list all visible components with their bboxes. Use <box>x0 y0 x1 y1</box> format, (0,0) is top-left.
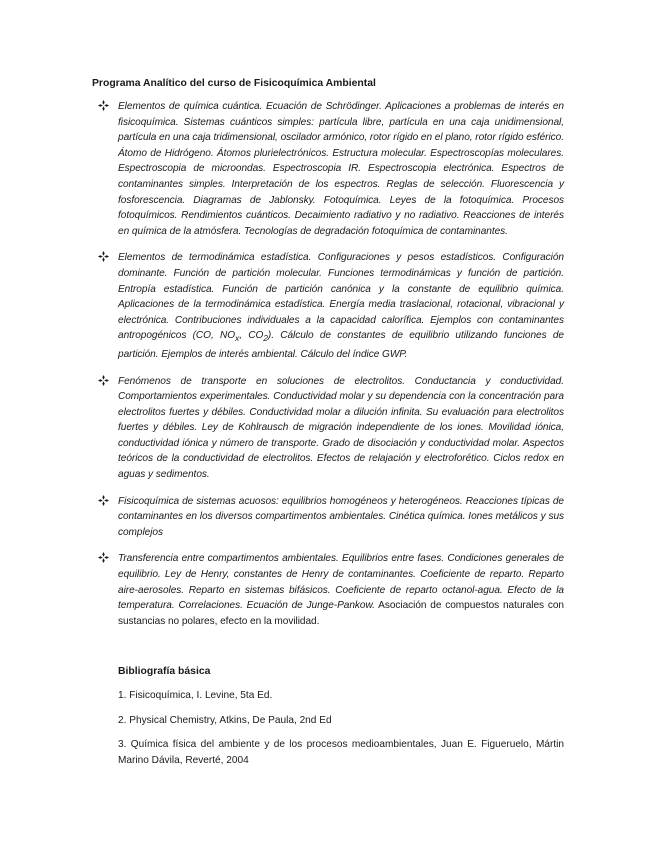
topic-item <box>0 99 655 239</box>
document-title: Programa Analítico del curso de Fisicoquímica Ambiental <box>92 78 376 89</box>
topic-text: Fisicoquímica de sistemas acuosos: equilibrios homogéneos y heterogéneos. Reacciones típicas de contaminantes en los diversos compartimentos ambientales. Cinética química. Iones metálicos y sus complejos <box>118 495 564 538</box>
topic-item <box>0 494 655 541</box>
diamond-bullet-icon <box>98 251 109 262</box>
diamond-bullet-icon <box>98 495 109 506</box>
topic-text-part: Elementos de termodinámica estadística. Configuraciones y pesos estadísticos. Configuración dominante. Función de partición molecular. Funciones termodinámicas y función de partición. Entropía estadística. Función de partición canónica y la constante de equilibrio química. Aplicaciones de la termodinámica estadística. Energía media traslacional, rotacional, vibracional y electrónica. Contribuciones individuales a la capacidad calorífica. Ejemplos con contaminantes antropogénicos (CO, NO <box>118 252 564 342</box>
topic-text: Elementos de química cuántica. Ecuación de Schrödinger. Aplicaciones a problemas de interés en fisicoquímica. Sistemas cuánticos simples: partícula libre, partícula en una caja unidimensional, partícula en una caja tridimensional, oscilador armónico, rotor rígido en el plano, rotor rígido esférico. Átomo de Hidrógeno. Átomos plurielectrónicos. Estructura molecular. Espectroscopías moleculares. Espectroscopia de microondas. Espectroscopia IR. Espectroscopia electrónica. Espectros de contaminantes simples. Interpretación de los espectros. Reglas de selección. Fluorescencia y fosforescencia. Diagramas de Jablonsky. Fotoquímica. Leyes de la fotoquímica. Procesos fotoquímicos. Rendimientos cuánticos. Decaimiento radiativo y no radiativo. Reacciones de interés en química de la atmósfera. Tecnologías de degradación fotoquímica de contaminantes. <box>118 101 564 237</box>
bibliography-title: Bibliografía básica <box>118 666 211 677</box>
topic-text-part: , CO <box>239 330 264 342</box>
diamond-bullet-icon <box>98 552 109 563</box>
subscript: 2 <box>263 333 268 344</box>
topic-text-part: Transferencia entre compartimentos ambientales. Equilibrios entre fases. Condiciones generales de equilibrio. Ley de Henry, constantes de Henry de contaminantes. Coeficiente de reparto. Reparto aire-aerosoles. Reparto en sistemas bifásicos. Coeficiente de reparto octanol-agua. Efecto de la temperatura. Correlaciones. Ecuación de Junge-Pankow. <box>118 553 564 612</box>
topic-item <box>0 374 655 483</box>
bibliography-item: 2. Physical Chemistry, Atkins, De Paula, 2nd Ed <box>118 715 332 726</box>
bibliography-item: 1. Fisicoquímica, I. Levine, 5ta Ed. <box>118 690 273 701</box>
topics-list <box>0 99 655 640</box>
topic-item <box>0 551 655 629</box>
diamond-bullet-icon <box>98 100 109 111</box>
topic-text <box>118 250 564 362</box>
topic-text: Fenómenos de transporte en soluciones de electrolitos. Conductancia y conductividad. Comportamientos experimentales. Conductividad molar y su dependencia con la concentración para electrolitos fuertes y débiles. Conductividad molar a dilución infinita. Su evaluación para electrolitos fuertes y débiles. Ley de Kohlrausch de migración independiente de los iones. Movilidad iónica, conductividad iónica y número de transporte. Grado de disociación y conductividad molar. Aspectos teóricos de la conductividad de electrolitos. Efectos de relajación y electroforético. Ciclos redox en aguas y sedimentos. <box>118 375 564 481</box>
diamond-bullet-icon <box>98 375 109 386</box>
topic-text-part: ). Cálculo de constantes de equilibrio utilizando funciones de partición. Ejemplos de interés ambiental. Cálculo del índice GWP. <box>118 330 564 360</box>
bibliography-item: 3. Química física del ambiente y de los procesos medioambientales, Juan E. Figueruelo, Mártin Marino Dávila, Reverté, 2004 <box>118 739 564 766</box>
topic-item <box>0 250 655 362</box>
topic-text <box>118 551 564 629</box>
subscript: x <box>235 333 240 344</box>
topic-text-upright: Asociación de compuestos naturales con sustancias no polares, efecto en la movilidad. <box>118 600 564 627</box>
